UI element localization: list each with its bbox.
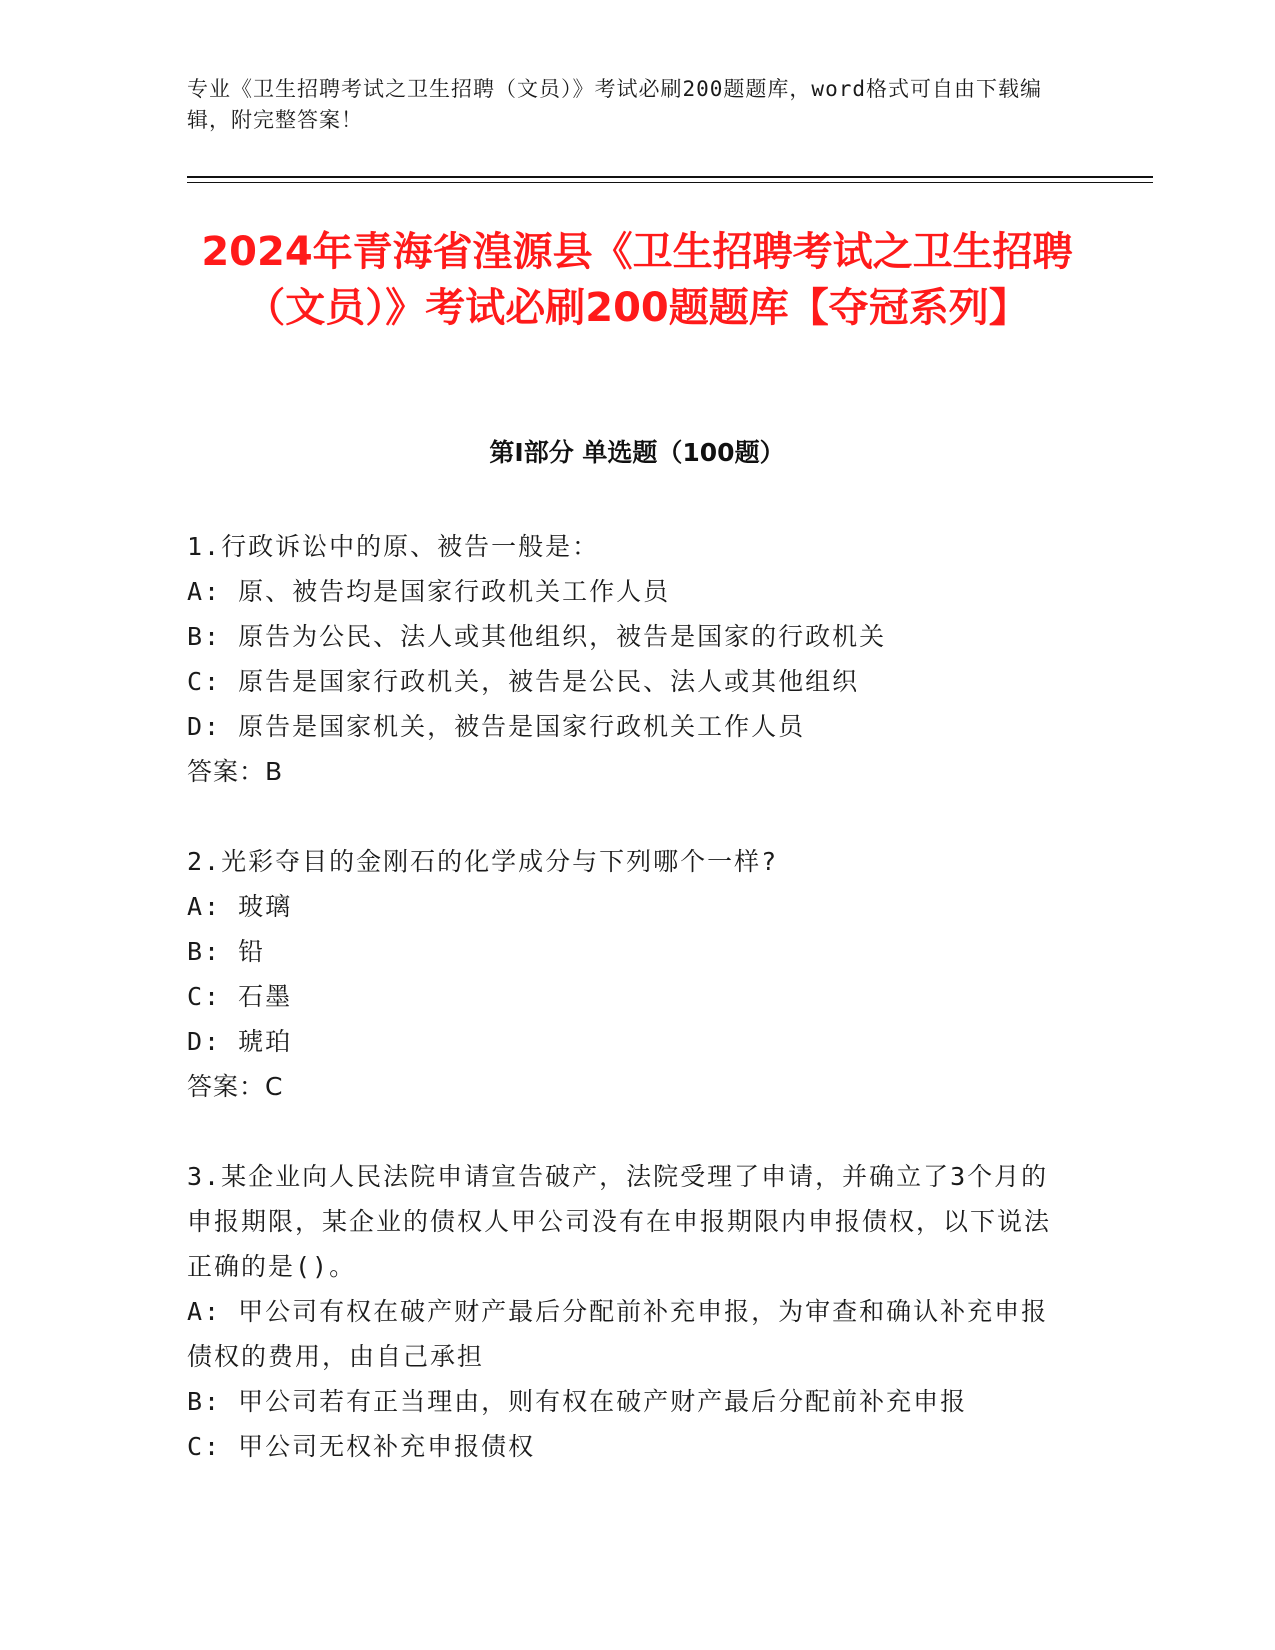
question-1	[187, 524, 1067, 794]
question-stem: 1.行政诉讼中的原、被告一般是：	[187, 532, 600, 561]
question-stem: 3.某企业向人民法院申请宣告破产，法院受理了申请，并确立了3个月的申报期限，某企业的债权人甲公司没有在申报期限内申报债权，以下说法正确的是()。	[187, 1162, 1052, 1281]
answer-line: 答案：C	[187, 1072, 284, 1101]
header-divider-thin	[187, 182, 1153, 183]
option-b: B: 甲公司若有正当理由，则有权在破产财产最后分配前补充申报	[187, 1387, 968, 1416]
option-b: B: 原告为公民、法人或其他组织，被告是国家的行政机关	[187, 622, 887, 651]
option-a: A: 原、被告均是国家行政机关工作人员	[187, 577, 671, 606]
option-d: D: 原告是国家机关，被告是国家行政机关工作人员	[187, 712, 806, 741]
question-3	[187, 1154, 1067, 1469]
option-c: C: 石墨	[187, 982, 293, 1011]
question-stem: 2.光彩夺目的金刚石的化学成分与下列哪个一样?	[187, 847, 779, 876]
option-a: A: 甲公司有权在破产财产最后分配前补充申报，为审查和确认补充申报债权的费用，由自己承担	[187, 1297, 1049, 1371]
header-divider-thick	[187, 176, 1153, 178]
option-b: B: 铅	[187, 937, 266, 966]
header-note: 专业《卫生招聘考试之卫生招聘（文员）》考试必刷200题题库，word格式可自由下载编辑，附完整答案！	[187, 77, 1042, 132]
section-heading: 第I部分 单选题（100题）	[489, 438, 785, 467]
question-list	[187, 524, 1067, 1514]
option-d: D: 琥珀	[187, 1027, 293, 1056]
option-a: A: 玻璃	[187, 892, 293, 921]
answer-line: 答案：B	[187, 757, 284, 786]
question-2	[187, 839, 1067, 1109]
option-c: C: 甲公司无权补充申报债权	[187, 1432, 536, 1461]
option-c: C: 原告是国家行政机关，被告是公民、法人或其他组织	[187, 667, 860, 696]
document-title: 2024年青海省湟源县《卫生招聘考试之卫生招聘（文员）》考试必刷200题题库【夺冠系列】	[201, 229, 1073, 331]
